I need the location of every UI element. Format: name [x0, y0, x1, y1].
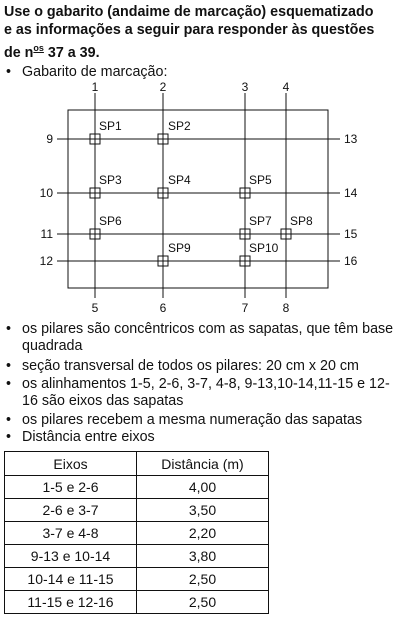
axis-label-right: 14	[344, 186, 358, 200]
sapata-label-sp3: SP3	[99, 173, 122, 187]
axis-label-top: 1	[91, 80, 99, 94]
table-cell-distancia: 2,20	[137, 522, 269, 545]
header-line-2: e as informações a seguir para responder às questões	[4, 22, 375, 38]
bullet-dot: •	[6, 321, 12, 337]
table-row	[5, 522, 269, 545]
table-cell-distancia: 2,50	[137, 568, 269, 591]
info-text-1: os pilares são concêntricos com as sapatas, que têm base quadrada	[22, 321, 394, 354]
axis-label-top: 2	[159, 80, 167, 94]
axis-label-bottom: 8	[282, 301, 290, 315]
sapata-label-sp9: SP9	[168, 241, 191, 255]
axis-label-bottom: 7	[241, 301, 249, 315]
gabarito-label: Gabarito de marcação:	[22, 64, 168, 80]
table-cell-eixos: 9-13 e 10-14	[5, 545, 137, 568]
sapata-label-sp5: SP5	[249, 173, 272, 187]
sapata-label-sp1: SP1	[99, 119, 122, 133]
header-line-3-post: 37 a 39.	[43, 45, 100, 61]
bullet-dot: •	[6, 429, 12, 445]
table-header-distancia: Distância (m)	[137, 452, 269, 476]
sapata-label-sp10: SP10	[249, 241, 279, 255]
info-text-2: seção transversal de todos os pilares: 20 cm x 20 cm	[22, 358, 359, 374]
header-superscript: os	[33, 43, 44, 53]
table-cell-eixos: 1-5 e 2-6	[5, 476, 137, 499]
info-text-3: os alinhamentos 1-5, 2-6, 3-7, 4-8, 9-13,10-14,11-15 e 12-16 são eixos das sapatas	[22, 376, 390, 409]
table-cell-eixos: 3-7 e 4-8	[5, 522, 137, 545]
table-cell-eixos: 2-6 e 3-7	[5, 499, 137, 522]
axis-label-right: 15	[344, 227, 358, 241]
table-cell-distancia: 4,00	[137, 476, 269, 499]
table-header-eixos: Eixos	[5, 452, 137, 476]
axis-label-left: 9	[46, 132, 53, 146]
table-header-row	[5, 452, 269, 476]
axis-label-left: 10	[39, 186, 53, 200]
sapata-label-sp4: SP4	[168, 173, 191, 187]
bullet-dot: •	[6, 358, 12, 374]
bullet-dot: •	[6, 412, 12, 428]
table-cell-eixos: 10-14 e 11-15	[5, 568, 137, 591]
distance-table	[4, 451, 269, 614]
axis-label-left: 11	[40, 227, 53, 241]
axis-label-left: 12	[39, 254, 53, 268]
axis-label-bottom: 6	[159, 301, 167, 315]
table-cell-distancia: 2,50	[137, 591, 269, 614]
info-text-4: os pilares recebem a mesma numeração das sapatas	[22, 412, 363, 428]
axis-label-bottom: 5	[91, 301, 99, 315]
sapata-label-sp7: SP7	[249, 214, 272, 228]
table-row	[5, 499, 269, 522]
table-cell-eixos: 11-15 e 12-16	[5, 591, 137, 614]
sapata-label-sp6: SP6	[99, 214, 122, 228]
axis-label-right: 16	[344, 254, 358, 268]
table-row	[5, 545, 269, 568]
sapata-label-sp8: SP8	[290, 214, 313, 228]
header-line-1: Use o gabarito (andaime de marcação) esquematizado	[4, 4, 374, 20]
table-row	[5, 476, 269, 499]
table-row	[5, 568, 269, 591]
table-cell-distancia: 3,50	[137, 499, 269, 522]
bullet-dot: •	[6, 376, 12, 392]
info-text-5: Distância entre eixos	[22, 429, 155, 445]
axis-label-top: 4	[282, 80, 290, 94]
table-cell-distancia: 3,80	[137, 545, 269, 568]
sapata-label-sp2: SP2	[168, 119, 191, 133]
table-row	[5, 591, 269, 614]
axis-label-top: 3	[241, 80, 249, 94]
bullet-dot: •	[6, 64, 12, 80]
header-line-3-pre: de n	[4, 45, 34, 61]
axis-label-right: 13	[344, 132, 358, 146]
